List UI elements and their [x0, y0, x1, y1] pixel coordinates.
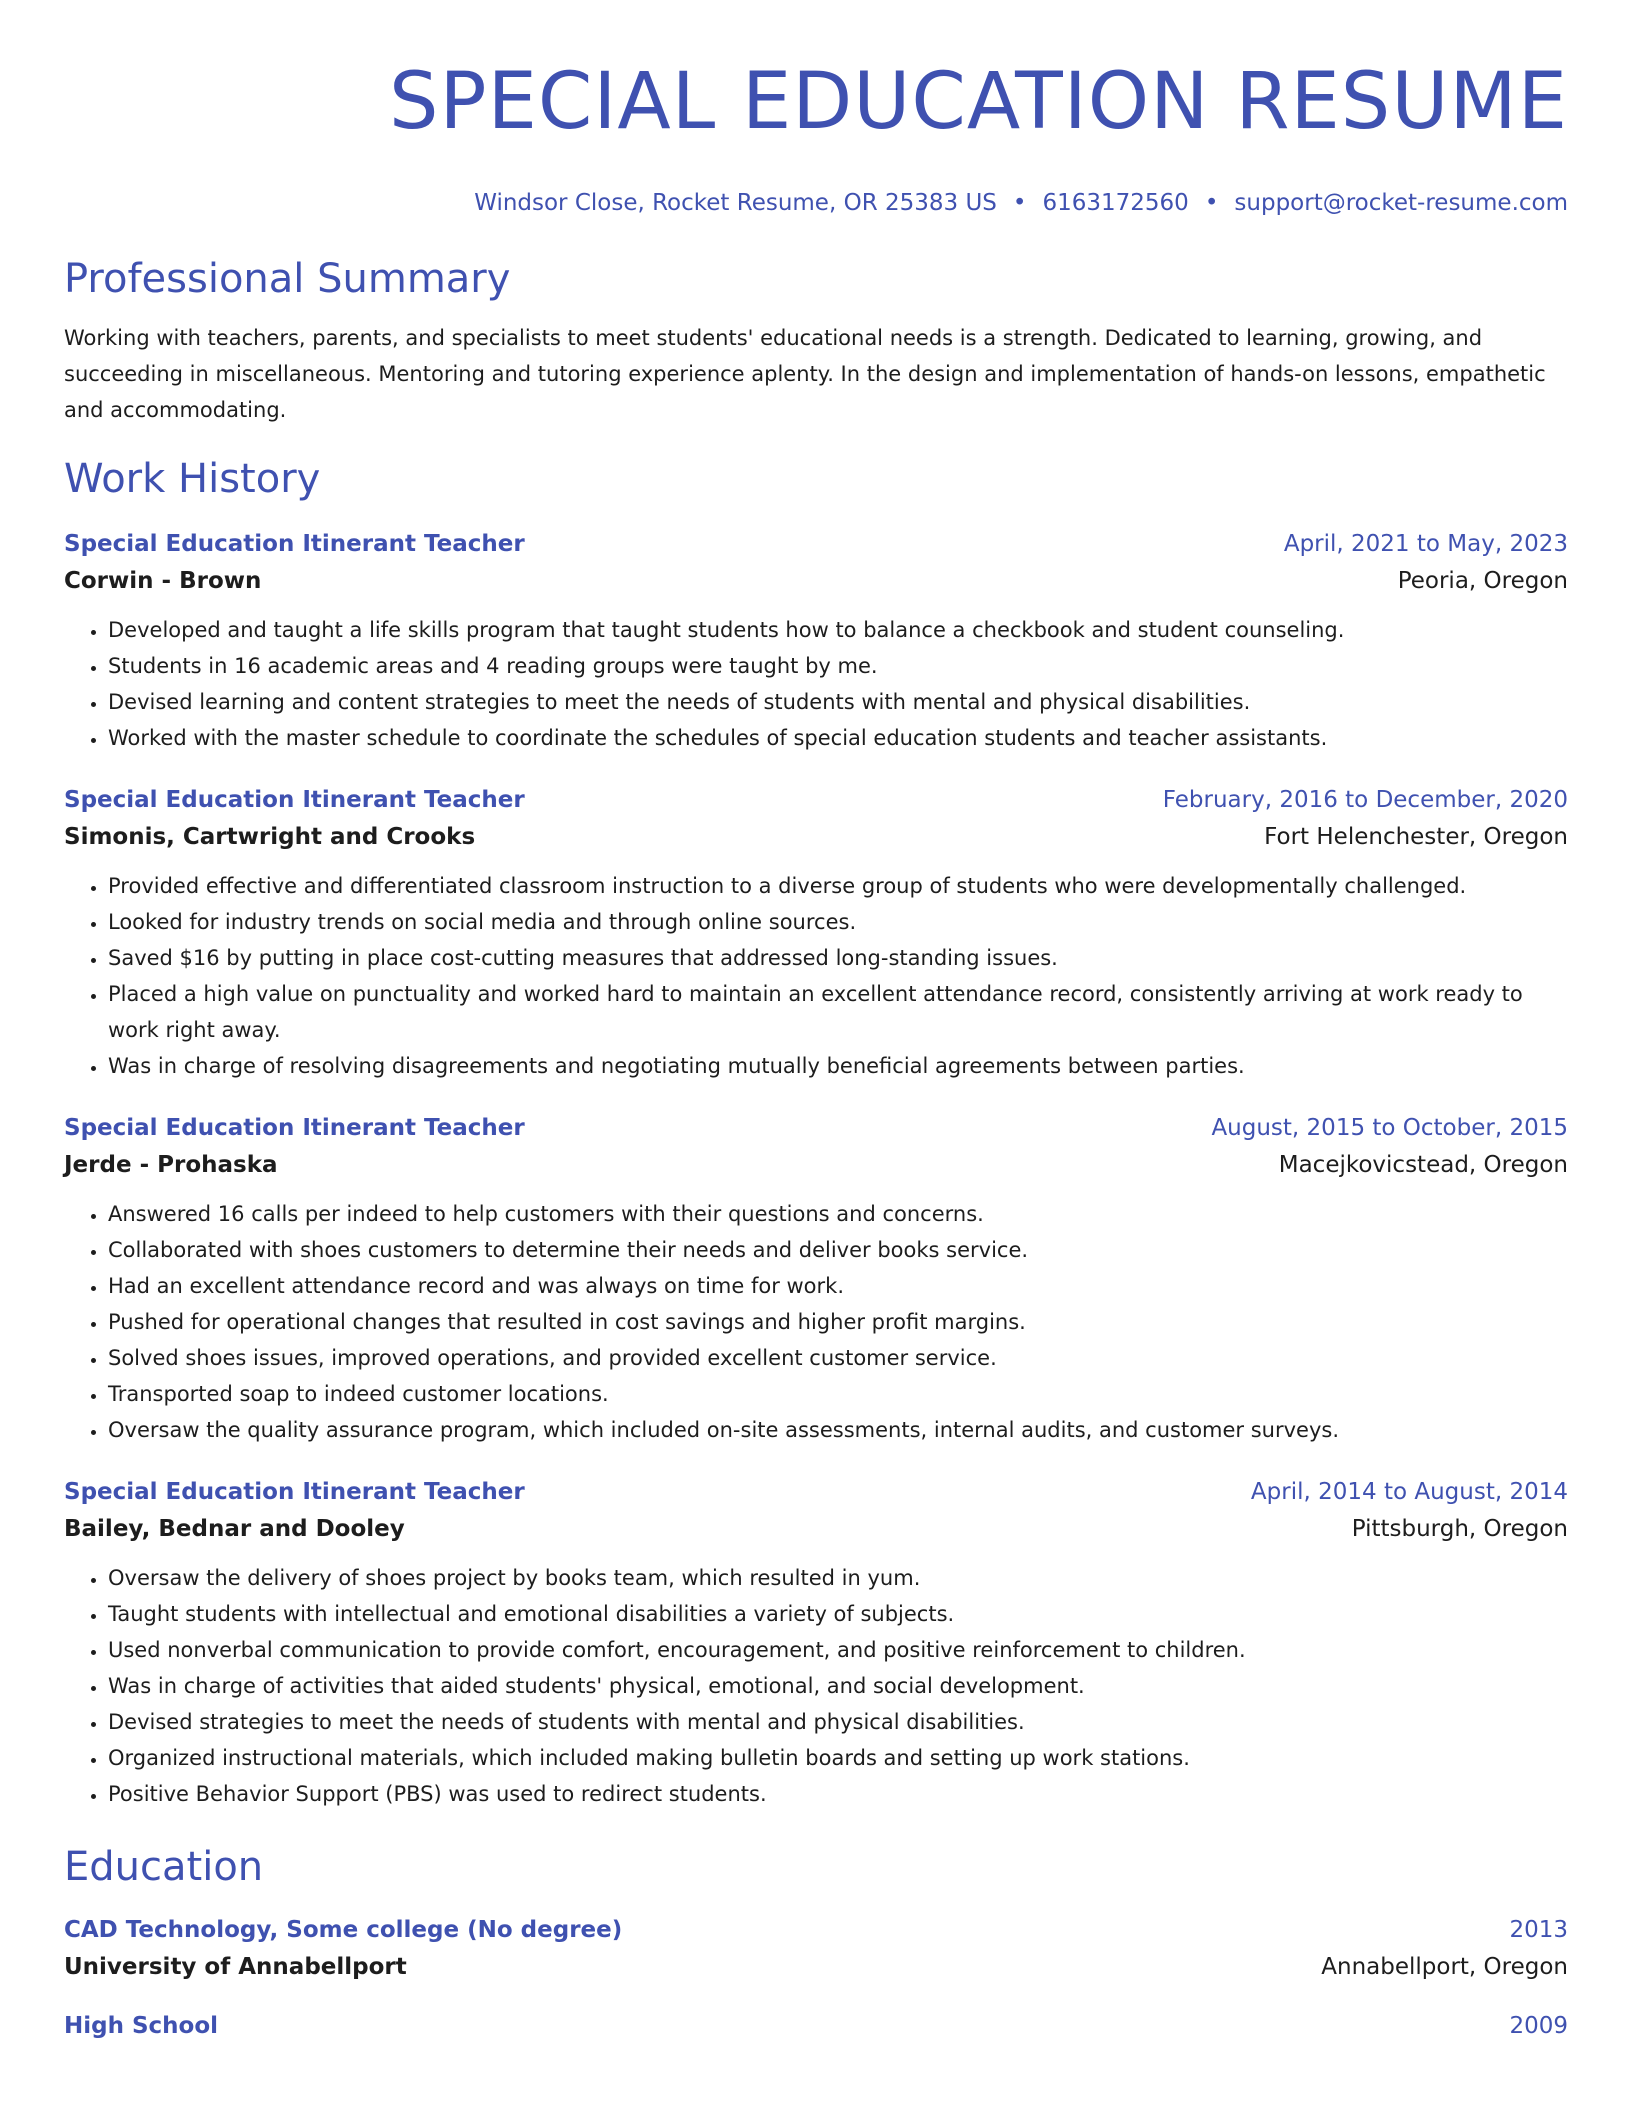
- job-bullet: • Organized instructional materials, which included making bulletin boards and setting up work stations.: [108, 1740, 1568, 1776]
- job-company: Jerde - Prohaska: [64, 1152, 278, 1178]
- contact-separator: •: [1012, 190, 1027, 216]
- education-entry: [64, 1912, 1568, 1986]
- job-title: Special Education Itinerant Teacher: [64, 1479, 525, 1505]
- summary-section-title: Professional Summary: [64, 256, 511, 302]
- job-bullet: • Was in charge of resolving disagreements and negotiating mutually beneficial agreements between parties.: [108, 1048, 1568, 1084]
- job-bullet: • Solved shoes issues, improved operations, and provided excellent customer service.: [108, 1340, 1568, 1376]
- job-bullet: • Was in charge of activities that aided students' physical, emotional, and social development.: [108, 1668, 1568, 1704]
- job-bullets: [64, 868, 1568, 1084]
- job-bullets: [64, 612, 1568, 756]
- contact-line: [64, 188, 1568, 218]
- education-year: 2009: [1509, 2013, 1568, 2039]
- job-company: Bailey, Bednar and Dooley: [64, 1516, 405, 1542]
- contact-email[interactable]: support@rocket-resume.com: [1234, 190, 1568, 216]
- education-section-title: Education: [64, 1844, 264, 1890]
- job-bullet: • Pushed for operational changes that resulted in cost savings and higher profit margins.: [108, 1304, 1568, 1340]
- education-year: 2013: [1509, 1917, 1568, 1943]
- job-bullet: • Saved $16 by putting in place cost-cutting measures that addressed long-standing issues.: [108, 940, 1568, 976]
- job-bullet: • Placed a high value on punctuality and worked hard to maintain an excellent attendance record, consistently arriving at work ready to work right away.: [108, 976, 1568, 1048]
- job-company: Corwin - Brown: [64, 568, 262, 594]
- job-bullet: • Developed and taught a life skills program that taught students how to balance a checkbook and student counseling.: [108, 612, 1568, 648]
- job-dates: April, 2014 to August, 2014: [1250, 1479, 1568, 1505]
- contact-separator: •: [1204, 190, 1219, 216]
- job-bullet: • Worked with the master schedule to coordinate the schedules of special education students and teacher assistants.: [108, 720, 1568, 756]
- job-bullet: • Had an excellent attendance record and was always on time for work.: [108, 1268, 1568, 1304]
- job-bullet: • Devised strategies to meet the needs of students with mental and physical disabilities.: [108, 1704, 1568, 1740]
- job-bullet: • Students in 16 academic areas and 4 reading groups were taught by me.: [108, 648, 1568, 684]
- job-bullets: [64, 1196, 1568, 1448]
- education-entry: [64, 2008, 1568, 2044]
- job-bullet: • Oversaw the delivery of shoes project by books team, which resulted in yum.: [108, 1560, 1568, 1596]
- job-bullet: • Provided effective and differentiated classroom instruction to a diverse group of students who were developmentally challenged.: [108, 868, 1568, 904]
- job-bullet: • Used nonverbal communication to provide comfort, encouragement, and positive reinforcement to children.: [108, 1632, 1568, 1668]
- job-entry: [64, 526, 1568, 756]
- work-history-list: [64, 526, 1568, 1812]
- resume-name-heading: SPECIAL EDUCATION RESUME: [389, 57, 1568, 147]
- job-bullet: • Oversaw the quality assurance program, which included on-site assessments, internal audits, and customer surveys.: [108, 1412, 1568, 1448]
- job-title: Special Education Itinerant Teacher: [64, 531, 525, 557]
- job-bullet: • Devised learning and content strategies to meet the needs of students with mental and physical disabilities.: [108, 684, 1568, 720]
- education-degree: High School: [64, 2013, 219, 2039]
- job-location: Fort Helenchester, Oregon: [1264, 824, 1568, 850]
- job-bullet: • Answered 16 calls per indeed to help customers with their questions and concerns.: [108, 1196, 1568, 1232]
- job-entry: [64, 1474, 1568, 1812]
- job-location: Macejkovicstead, Oregon: [1278, 1152, 1568, 1178]
- contact-phone: 6163172560: [1042, 190, 1189, 216]
- summary-text: Working with teachers, parents, and specialists to meet students' educational needs is a strength. Dedicated to learning, growing, and succeeding in miscellaneous. Mentoring and tutoring experience aplenty. In the design and implementation of hands-on lessons, empathetic and accommodating.: [64, 326, 1546, 422]
- job-bullet: • Collaborated with shoes customers to determine their needs and deliver books service.: [108, 1232, 1568, 1268]
- education-degree: CAD Technology, Some college (No degree): [64, 1917, 623, 1943]
- job-title: Special Education Itinerant Teacher: [64, 787, 525, 813]
- education-list: [64, 1912, 1568, 2044]
- job-dates: February, 2016 to December, 2020: [1162, 787, 1568, 813]
- job-bullet: • Transported soap to indeed customer locations.: [108, 1376, 1568, 1412]
- job-company: Simonis, Cartwright and Crooks: [64, 824, 476, 850]
- job-bullets: [64, 1560, 1568, 1812]
- job-entry: [64, 1110, 1568, 1448]
- job-dates: April, 2021 to May, 2023: [1283, 531, 1568, 557]
- job-dates: August, 2015 to October, 2015: [1211, 1115, 1568, 1141]
- education-school: University of Annabellport: [64, 1954, 407, 1980]
- job-title: Special Education Itinerant Teacher: [64, 1115, 525, 1141]
- job-bullet: • Looked for industry trends on social media and through online sources.: [108, 904, 1568, 940]
- education-location: Annabellport, Oregon: [1321, 1954, 1568, 1980]
- job-bullet: • Positive Behavior Support (PBS) was used to redirect students.: [108, 1776, 1568, 1812]
- job-location: Peoria, Oregon: [1397, 568, 1568, 594]
- job-bullet: • Taught students with intellectual and emotional disabilities a variety of subjects.: [108, 1596, 1568, 1632]
- work-history-section-title: Work History: [64, 456, 321, 502]
- job-location: Pittsburgh, Oregon: [1351, 1516, 1568, 1542]
- job-entry: [64, 782, 1568, 1084]
- contact-address: Windsor Close, Rocket Resume, OR 25383 US: [474, 190, 997, 216]
